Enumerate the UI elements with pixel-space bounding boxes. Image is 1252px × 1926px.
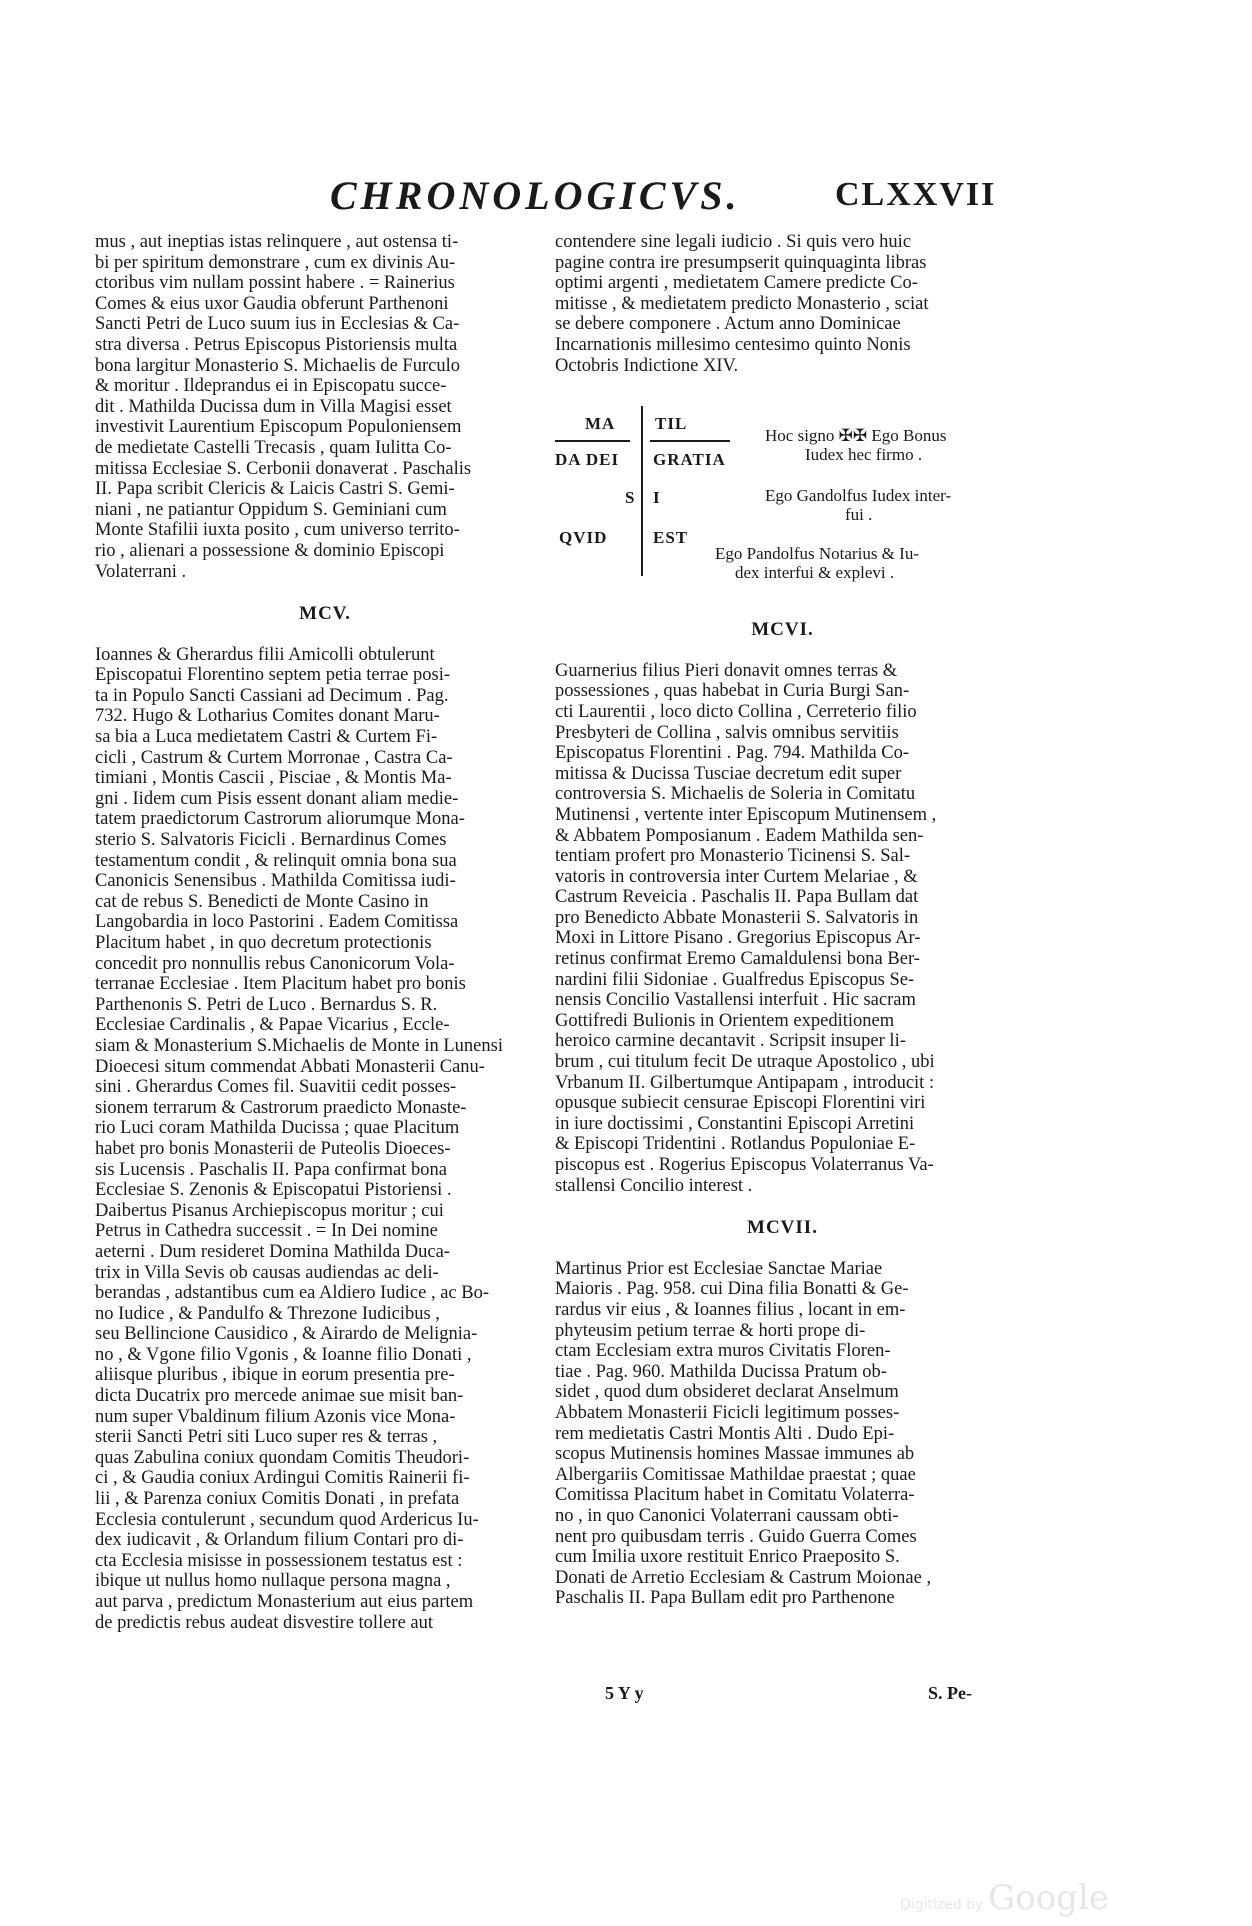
text-line: mitisse , & medietatem predicto Monasterio , sciat [555,293,929,314]
text-line: nent pro quibusdam terris . Guido Guerra Comes [555,1526,917,1547]
text-line: rem medietatis Castri Montis Alti . Dudo Epi- [555,1423,895,1444]
text-line: Abbatem Monasterii Ficicli legitimum posses- [555,1402,900,1423]
year-heading-mcv: MCV. [299,603,351,625]
text-line: Monte Stafilii iuxta posito , cum universo territo- [95,520,460,541]
signature-bonus: Hoc signo ✠✠ Ego Bonus Iudex hec firmo . [765,426,947,465]
text-line: mitissa & Ducissa Tusciae decretum edit super [555,763,902,784]
text-line: Ecclesiae Cardinalis , & Papae Vicarius , Eccle- [95,1015,450,1036]
text-line: & moritur . Ildeprandus ei in Episcopatu succe- [95,376,447,397]
text-line: Canonicis Senensibus . Mathilda Comitissa iudi- [95,871,456,892]
text-line: trix in Villa Sevis ob causas audiendas ac deli- [95,1262,439,1283]
text-line: Daibertus Pisanus Archiepiscopus moritur ; cui [95,1200,444,1221]
text-line: cum Imilia uxore restituit Enrico Praeposito S. [555,1547,900,1568]
text-line: dit . Mathilda Ducissa dum in Villa Magisi esset [95,396,452,417]
page-number: CLXXVII [835,176,997,213]
signature-block [555,406,1010,606]
left-intro-paragraph [95,232,555,582]
text-line: possessiones , quas habebat in Curia Burgi San- [555,681,910,702]
text-line: berandas , adstantibus cum ea Aldiero Iudice , ac Bo- [95,1283,490,1304]
text-line: no , in quo Canonici Volaterrani caussam obti- [555,1505,899,1526]
text-line: stra diversa . Petrus Episcopus Pistoriensis multa [95,334,458,355]
text-line: no , & Vgone filio Vgonis , & Ioanne filio Donati , [95,1344,472,1365]
text-line: Langobardia in loco Pastorini . Eadem Comitissa [95,912,459,933]
text-line: scopus Mutinensis homines Massae immunes ab [555,1444,915,1465]
google-logo: Google [988,1878,1109,1918]
text-line: Vrbanum II. Gilbertumque Antipapam , introducit : [555,1072,935,1093]
text-line: sterii Sancti Petri siti Luco super res & terras , [95,1427,438,1448]
text-line: Ecclesia contulerunt , secundum quod Ardericus Iu- [95,1509,479,1530]
text-line: ctoribus vim nullam possint habere . = Rainerius [95,273,455,294]
text-line: Gottifredi Bulionis in Orientem expeditionem [555,1010,895,1031]
text-line: Mutinensi , vertente inter Episcopum Mutinensem , [555,804,937,825]
text-line: pagine contra ire presumpserit quinquaginta libras [555,252,927,273]
monogram-tl: MA [585,414,616,434]
text-line: timiani , Montis Cascii , Pisciae , & Montis Ma- [95,768,452,789]
text-line: Donati de Arretio Ecclesiam & Castrum Moionae , [555,1567,932,1588]
text-line: Martinus Prior est Ecclesiae Sanctae Mariae [555,1258,883,1279]
text-line: rio Luci coram Mathilda Ducissa ; quae Placitum [95,1118,460,1139]
text-line: optimi argenti , medietatem Camere predicte Co- [555,273,918,294]
text-line: niani , ne patiantur Oppidum S. Geminiani cum [95,499,447,520]
text-line: stallensi Concilio interest . [555,1175,753,1196]
text-line: in iure doctissimi , Constantini Episcopi Arretini [555,1113,915,1134]
text-line: se debere componere . Actum anno Dominicae [555,314,901,335]
text-line: Paschalis II. Papa Bullam edit pro Parthenone [555,1588,895,1609]
text-line: retinus confirmat Eremo Camaldulensi bona Ber- [555,949,920,970]
text-line: Dioecesi situm commendat Abbati Monasterii Canu- [95,1056,485,1077]
mcvii-paragraph [555,1259,1010,1609]
text-line: terranae Ecclesiae . Item Placitum habet pro bonis [95,974,466,995]
text-line: II. Papa scribit Clericis & Laicis Castri S. Gemi- [95,479,455,500]
text-line: heroico carmine decantavit . Scripsit insuper li- [555,1031,906,1052]
text-line: Petrus in Cathedra successit . = In Dei nomine [95,1221,438,1242]
text-line: tentiam profert pro Monasterio Ticinensi S. Sal- [555,846,911,867]
monogram-cl: S [625,488,636,508]
text-line: Incarnationis millesimo centesimo quinto Nonis [555,334,911,355]
text-line: testamentum condit , & relinquit omnia bona sua [95,850,457,871]
text-line: Octobris Indictione XIV. [555,355,739,376]
text-line: ci , & Gaudia coniux Ardingui Comitis Rainerii fi- [95,1468,470,1489]
text-line: concedit pro nonnullis rebus Canonicorum Vola- [95,953,455,974]
monogram-cross [555,406,735,586]
text-line: Presbyteri de Collina , salvis omnibus servitiis [555,722,899,743]
text-line: num super Vbaldinum filium Azonis vice Mona- [95,1406,456,1427]
text-line: nensis Concilio Vastallensi interfuit . Hic sacram [555,990,916,1011]
signature-pandolfus: Ego Pandolfus Notarius & Iu- dex interfui & explevi . [715,544,919,583]
text-line: sini . Gherardus Comes fil. Suavitii cedit posses- [95,1077,457,1098]
text-line: Guarnerius filius Pieri donavit omnes terras & [555,660,898,681]
text-line: Parthenonis S. Petri de Luco . Bernardus S. R. [95,994,438,1015]
text-line: cicli , Castrum & Curtem Morronae , Castra Ca- [95,747,453,768]
right-column [555,232,1010,1609]
text-line: Castrum Reveicia . Paschalis II. Papa Bullam dat [555,887,919,908]
right-intro-paragraph [555,232,1010,376]
text-line: pro Benedicto Abbate Monasterii S. Salvatoris in [555,907,919,928]
text-line: de medietate Castelli Trecasis , quam Iulitta Co- [95,437,452,458]
text-line: nardini filii Sidoniae . Gualfredus Episcopus Se- [555,969,915,990]
text-line: rardus vir eius , & Ioannes filius , locant in em- [555,1299,906,1320]
text-line: tatem praedictorum Castrorum aliorumque Mona- [95,809,465,830]
monogram-ml: DA DEI [555,450,620,470]
year-heading-mcvii: MCVII. [747,1217,818,1239]
monogram-br: EST [653,528,689,548]
text-line: sidet , quod dum obsideret declarat Anselmum [555,1382,899,1403]
text-line: opusque subiecit censurae Episcopi Florentini viri [555,1093,926,1114]
monogram-cr: I [653,488,661,508]
text-line: Comes & eius uxor Gaudia obferunt Parthenoni [95,293,449,314]
digitized-watermark: Digitized by Google [900,1878,1109,1918]
text-line: & Abbatem Pomposianum . Eadem Mathilda sen- [555,825,924,846]
text-line: rio , alienari a possessione & dominio Episcopi [95,540,445,561]
text-line: sa bia a Luca medietatem Castri & Curtem Fi- [95,727,438,748]
catchword: S. Pe- [928,1683,972,1703]
text-line: dex iudicavit , & Orlandum filium Contari pro di- [95,1530,464,1551]
text-line: Episcopatui Florentino septem petia terrae posi- [95,665,450,686]
text-line: controversia S. Michaelis de Soleria in Comitatu [555,784,916,805]
text-line: quas Zabulina coniux quondam Comitis Theudori- [95,1447,470,1468]
text-line: de predictis rebus audeat disvestire tollere aut [95,1612,434,1633]
text-line: Albergariis Comitissae Mathildae praestat ; quae [555,1464,916,1485]
text-line: Maioris . Pag. 958. cui Dina filia Bonatti & Ge- [555,1279,909,1300]
text-line: Comitissa Placitum habet in Comitatu Volaterra- [555,1485,915,1506]
monogram-tr: TIL [655,414,688,434]
mcv-paragraph [95,645,555,1634]
text-line: contendere sine legali iudicio . Si quis vero huic [555,232,912,252]
text-line: lii , & Parenza coniux Comitis Donati , in prefata [95,1489,460,1510]
text-line: investivit Laurentium Episcopum Populoniensem [95,417,462,438]
text-line: aut parva , predictum Monasterium aut eius partem [95,1592,474,1612]
signature-gandolfus: Ego Gandolfus Iudex inter- fui . [765,486,952,525]
text-line: vatoris in controversia inter Curtem Melariae , & [555,866,918,887]
text-line: no Iudice , & Pandulfo & Threzone Iudicibus , [95,1303,440,1324]
text-line: habet pro bonis Monasterii de Puteolis Dioeces- [95,1138,451,1159]
text-line: Placitum habet , in quo decretum protectionis [95,933,432,953]
text-line: seu Bellincione Causidico , & Airardo de Melignia- [95,1324,478,1345]
mcvi-paragraph [555,661,1010,1196]
text-line: Episcopatus Florentini . Pag. 794. Mathilda Co- [555,743,910,764]
text-line: aliisque pluribus , ibique in eorum presentia pre- [95,1365,455,1386]
monogram-right-bar [650,440,730,442]
text-line: Ioannes & Gherardus filii Amicolli obtulerunt [95,644,435,665]
monogram-mr: GRATIA [653,450,726,470]
monogram-left-bar [555,440,630,442]
running-title: CHRONOLOGICVS. [330,173,741,218]
text-line: mus , aut ineptias istas relinquere , aut ostensa ti- [95,232,459,252]
text-line: ta in Populo Sancti Cassiani ad Decimum . Pag. [95,685,449,706]
text-line: Sancti Petri de Luco suum ius in Ecclesias & Ca- [95,314,460,335]
text-line: dicta Ducatrix pro mercede animae sue misit ban- [95,1386,464,1407]
year-heading-mcvi: MCVI. [751,619,814,641]
signature-mark: 5 Y y [605,1683,644,1703]
text-line: Ecclesiae S. Zenonis & Episcopatui Pistoriensi . [95,1180,452,1201]
text-line: ibique ut nullus homo nullaque persona magna , [95,1571,451,1592]
text-line: sionem terrarum & Castrorum praedicto Monaste- [95,1097,467,1118]
text-line: tiae . Pag. 960. Mathilda Ducissa Pratum ob- [555,1361,887,1382]
text-line: bi per spiritum demonstrare , cum ex divinis Au- [95,252,456,273]
text-line: piscopus est . Rogerius Episcopus Volaterranus Va- [555,1155,934,1175]
text-line: Moxi in Littore Pisano . Gregorius Episcopus Ar- [555,928,921,949]
monogram-bl: QVID [559,528,608,548]
text-line: siam & Monasterium S.Michaelis de Monte in Lunensi [95,1035,503,1056]
text-line: phyteusim petium terrae & horti prope di- [555,1320,866,1341]
text-line: & Episcopi Tridentini . Rotlandus Populoniae E- [555,1134,916,1155]
text-line: sterio S. Salvatoris Ficicli . Bernardinus Comes [95,830,447,851]
text-line: sis Lucensis . Paschalis II. Papa confirmat bona [95,1159,447,1180]
left-column [95,232,555,1633]
text-line: 732. Hugo & Lotharius Comites donant Maru- [95,706,440,727]
text-line: bona largitur Monasterio S. Michaelis de Furculo [95,355,460,376]
text-line: cta Ecclesia misisse in possessionem testatus est : [95,1550,463,1571]
text-line: Volaterrani . [95,561,187,582]
text-line: brum , cui titulum fecit De utraque Apostolico , ubi [555,1052,935,1073]
text-line: ctam Ecclesiam extra muros Civitatis Floren- [555,1341,891,1362]
text-line: gni . Iidem cum Pisis essent donant aliam medie- [95,788,459,809]
monogram-vertical-line [641,406,643,576]
text-line: cti Laurentii , loco dicto Collina , Cerreterio filio [555,701,917,722]
text-line: cat de rebus S. Benedicti de Monte Casino in [95,891,429,912]
text-line: aeterni . Dum resideret Domina Mathilda Duca- [95,1241,450,1262]
text-line: mitissa Ecclesiae S. Cerbonii donaverat . Paschalis [95,458,472,479]
